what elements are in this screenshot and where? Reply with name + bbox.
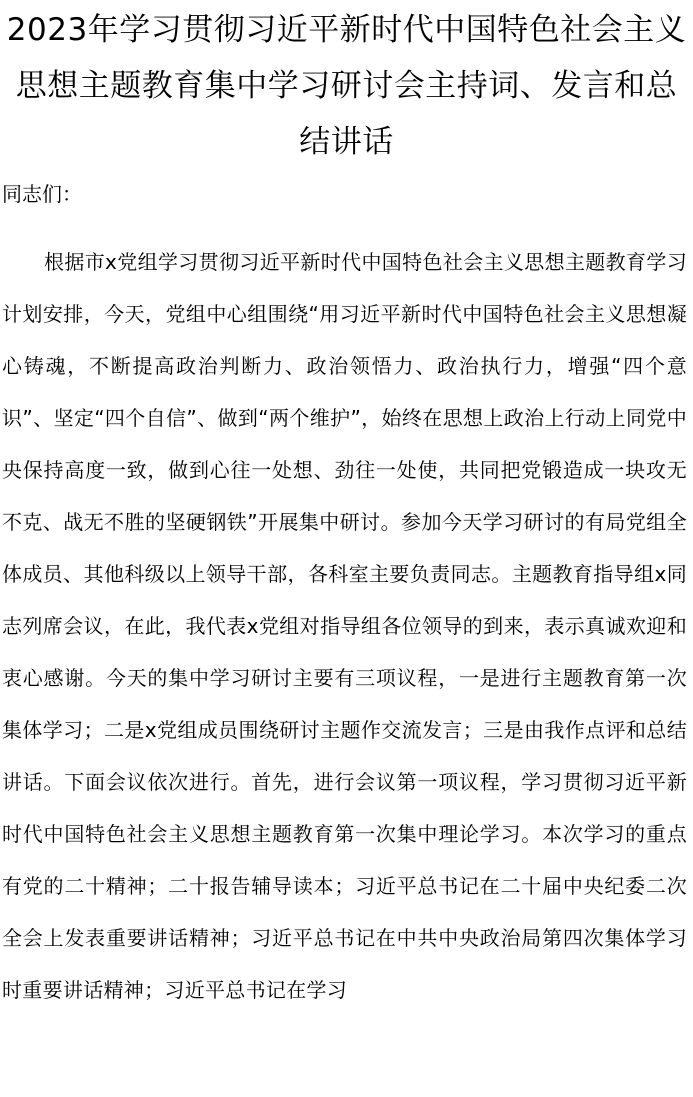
document-title: 2023年学习贯彻习近平新时代中国特色社会主义思想主题教育集中学习研讨会主持词、发言和总结讲话	[6, 12, 687, 160]
salutation: 同志们：	[2, 182, 82, 206]
body-paragraph: 根据市x党组学习贯彻习近平新时代中国特色社会主义思想主题教育学习计划安排，今天，党组中心组围绕“用习近平新时代中国特色社会主义思想凝心铸魂，不断提高政治判断力、政治领悟力、政治执行力，增强“四个意识”、坚定“四个自信”、做到“两个维护”，始终在思想上政治上行动上同党中央保持高度一致，做到心往一处想、劲往一处使，共同把党锻造成一块攻无不克、战无不胜的坚硬钢铁”开展集中研讨。参加今天学习研讨的有局党组全体成员、其他科级以上领导干部，各科室主要负责同志。主题教育指导组x同志列席会议，在此，我代表x党组对指导组各位领导的到来，表示真诚欢迎和衷心感谢。今天的集中学习研讨主要有三项议程，一是进行主题教育第一次集体学习；二是x党组成员围绕研讨主题作交流发言；三是由我作点评和总结讲话。下面会议依次进行。首先，进行会议第一项议程，学习贯彻习近平新时代中国特色社会主义思想主题教育第一次集中理论学习。本次学习的重点有党的二十精神；二十报告辅导读本；习近平总书记在二十届中央纪委二次全会上发表重要讲话精神；习近平总书记在中共中央政治局第四次集体学习时重要讲话精神；习近平总书记在学习	[2, 250, 687, 1002]
